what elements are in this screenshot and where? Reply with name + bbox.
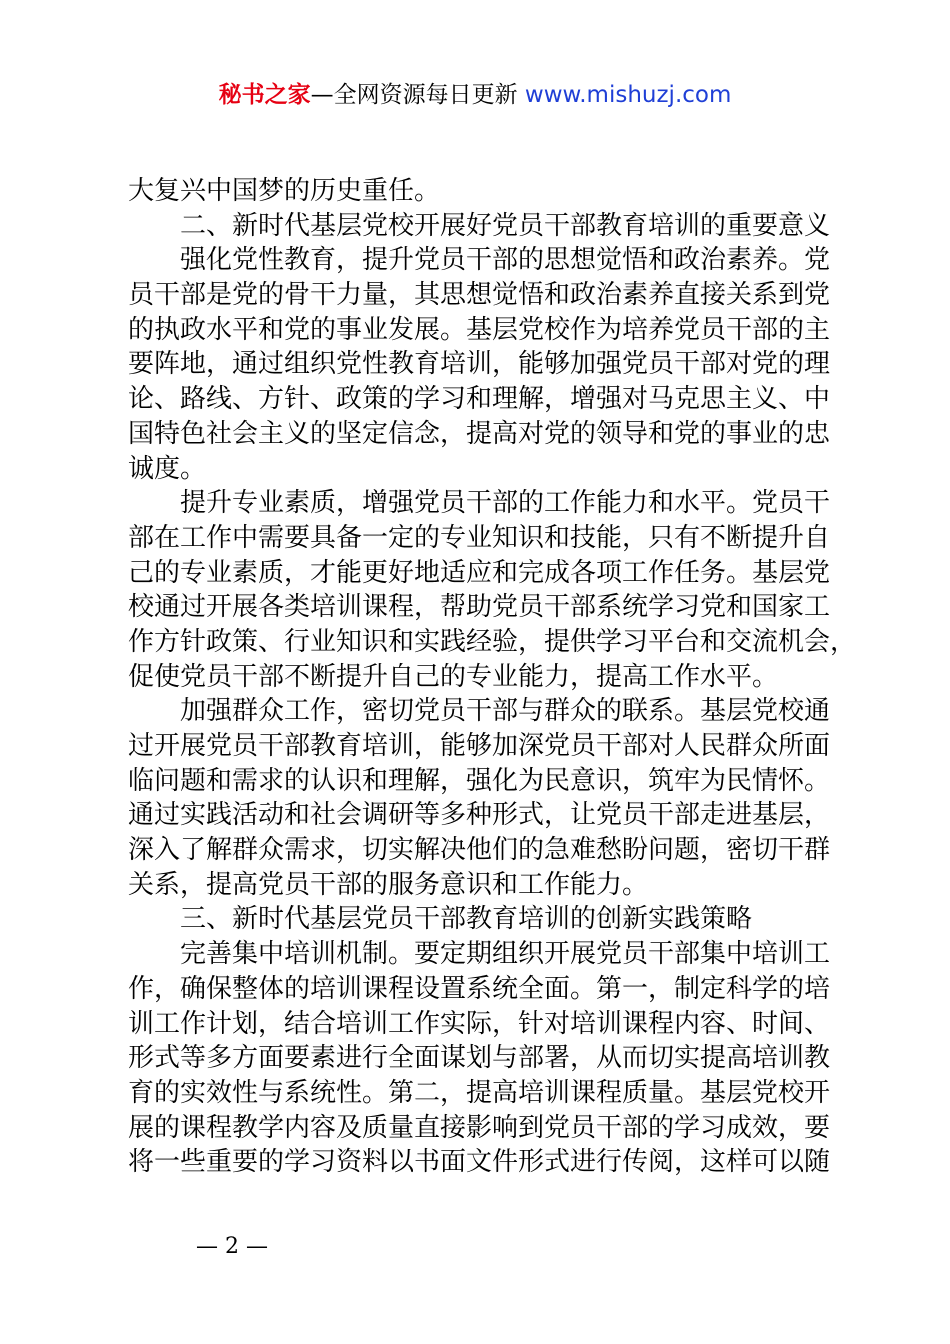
site-slogan: —全网资源每日更新 (310, 82, 525, 108)
site-brand: 秘书之家 (218, 82, 311, 108)
text-line: 论、路线、方针、政策的学习和理解，增强对马克思主义、中 (128, 384, 831, 415)
page-number: — 2 — (196, 1234, 268, 1259)
text-line: 促使党员干部不断提升自己的专业能力，提高工作水平。 (128, 661, 779, 692)
text-line: 要阵地，通过组织党性教育培训，能够加强党员干部对党的理 (128, 349, 831, 380)
text-line: 通过实践活动和社会调研等多种形式，让党员干部走进基层， (128, 800, 831, 831)
document-body (128, 174, 857, 1180)
text-line: 诚度。 (128, 453, 207, 484)
text-line: 提升专业素质，增强党员干部的工作能力和水平。党员干 (180, 488, 831, 519)
text-line: 三、新时代基层党员干部教育培训的创新实践策略 (180, 904, 753, 935)
site-header (0, 78, 950, 112)
text-line: 国特色社会主义的坚定信念，提高对党的领导和党的事业的忠 (128, 418, 831, 449)
text-line: 员干部是党的骨干力量，其思想觉悟和政治素养直接关系到党 (128, 280, 831, 311)
text-line: 大复兴中国梦的历史重任。 (128, 176, 441, 206)
text-line: 训工作计划，结合培训工作实际，针对培训课程内容、时间、 (128, 1008, 831, 1039)
text-line: 己的专业素质，才能更好地适应和完成各项工作任务。基层党 (128, 557, 831, 588)
text-line: 关系，提高党员干部的服务意识和工作能力。 (128, 869, 649, 900)
text-line: 完善集中培训机制。要定期组织开展党员干部集中培训工 (180, 939, 831, 970)
text-line: 育的实效性与系统性。第二，提高培训课程质量。基层党校开 (128, 1077, 831, 1108)
text-line: 将一些重要的学习资料以书面文件形式进行传阅，这样可以随 (128, 1147, 831, 1178)
text-line: 部在工作中需要具备一定的专业知识和技能，只有不断提升自 (128, 522, 831, 553)
text-line: 二、新时代基层党校开展好党员干部教育培训的重要意义 (180, 210, 831, 241)
text-line: 形式等多方面要素进行全面谋划与部署，从而切实提高培训教 (128, 1043, 831, 1074)
text-line: 加强群众工作，密切党员干部与群众的联系。基层党校通 (180, 696, 831, 727)
text-line: 的执政水平和党的事业发展。基层党校作为培养党员干部的主 (128, 314, 831, 345)
text-line: 作，确保整体的培训课程设置系统全面。第一，制定科学的培 (128, 973, 831, 1004)
text-line: 深入了解群众需求，切实解决他们的急难愁盼问题，密切干群 (128, 835, 831, 866)
site-url-link[interactable]: www.mishuzj.com (524, 82, 732, 108)
text-line: 过开展党员干部教育培训，能够加深党员干部对人民群众所面 (128, 731, 831, 761)
text-line: 校通过开展各类培训课程，帮助党员干部系统学习党和国家工 (128, 592, 831, 623)
text-line: 展的课程教学内容及质量直接影响到党员干部的学习成效，要 (128, 1112, 831, 1143)
text-line: 强化党性教育，提升党员干部的思想觉悟和政治素养。党 (180, 245, 831, 276)
text-line: 临问题和需求的认识和理解，强化为民意识，筑牢为民情怀。 (128, 765, 831, 796)
text-line: 作方针政策、行业知识和实践经验，提供学习平台和交流机会， (128, 626, 857, 657)
